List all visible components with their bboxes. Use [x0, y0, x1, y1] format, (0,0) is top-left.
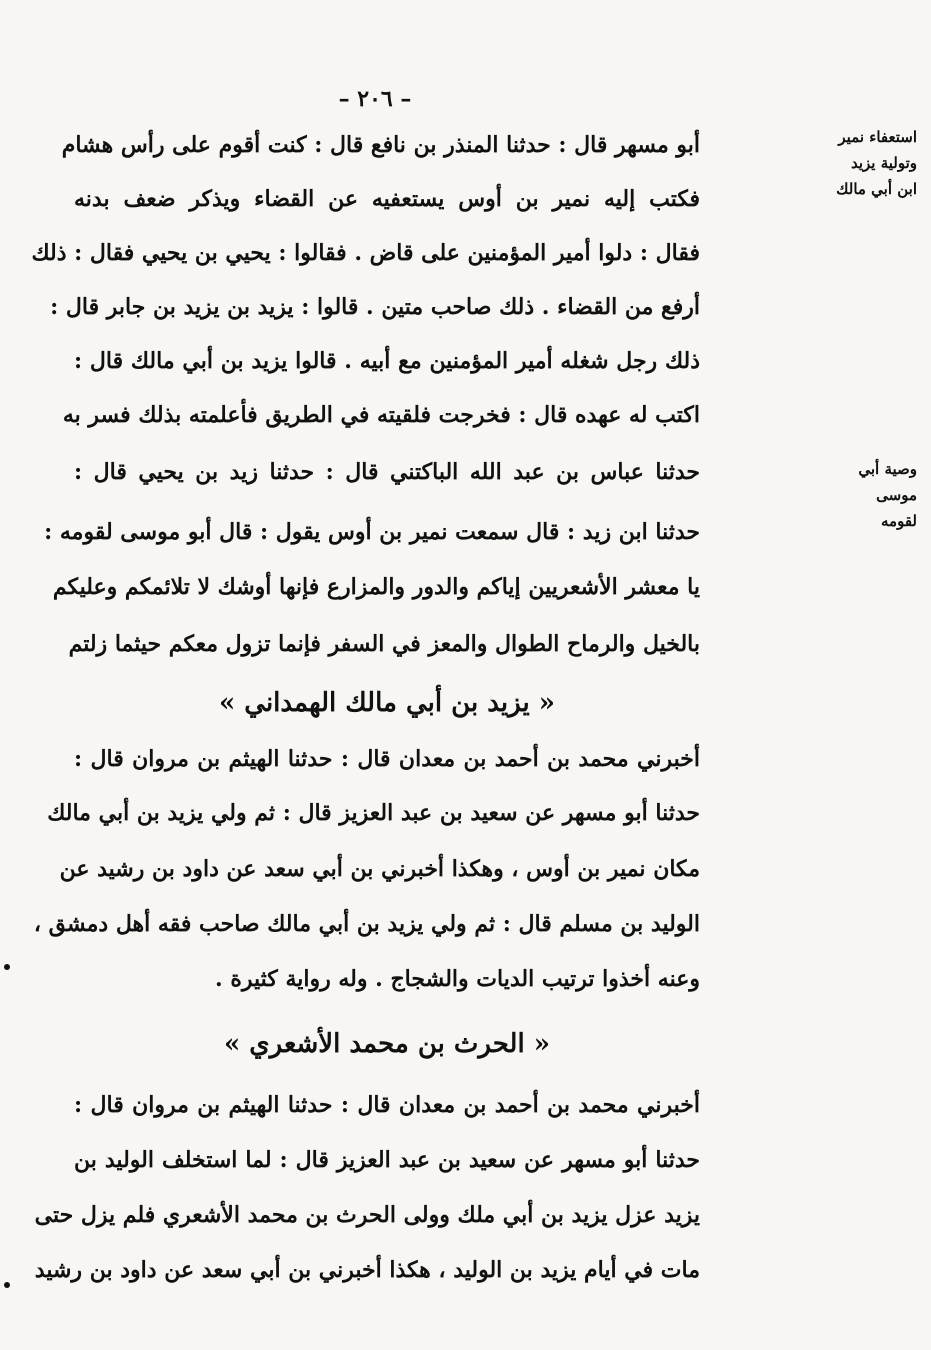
- margin-note-resignation: [817, 124, 917, 202]
- text-line: يزيد عزل يزيد بن أبي ملك وولى الحرث بن محمد الأشعري فلم يزل حتى: [34, 1202, 700, 1228]
- margin-note-line: ابن أبي مالك: [836, 180, 917, 198]
- margin-note-line: وصية أبي موسى: [858, 460, 917, 504]
- text-line: مكان نمير بن أوس ، وهكذا أخبرني بن أبي سعد عن داود بن رشيد عن: [59, 856, 700, 882]
- text-line: أخبرني محمد بن أحمد بن معدان قال : حدثنا الهيثم بن مروان قال :: [74, 1092, 700, 1118]
- text-line: حدثنا أبو مسهر عن سعيد بن عبد العزيز قال : ثم ولي يزيد بن أبي مالك: [47, 800, 700, 826]
- text-line: فكتب إليه نمير بن أوس يستعفيه عن القضاء ويذكر ضعف بدنه: [74, 186, 700, 212]
- section-heading: « الحرث بن محمد الأشعري »: [223, 1029, 550, 1059]
- text-line: اكتب له عهده قال : فخرجت فلقيته في الطريق فأعلمته بذلك فسر به: [62, 402, 700, 428]
- margin-note-line: وتولية يزيد: [850, 154, 917, 172]
- scan-speck: [4, 1282, 10, 1288]
- margin-note-abu-musa: [817, 456, 917, 534]
- margin-note-line: لقومه: [881, 512, 917, 530]
- page-number: – ٢٠٦ –: [338, 86, 412, 112]
- text-line: ذلك رجل شغله أمير المؤمنين مع أبيه . قالوا يزيد بن أبي مالك قال :: [74, 348, 700, 374]
- text-line: يا معشر الأشعريين إياكم والدور والمزارع فإنها أوشك لا تلائمكم وعليكم: [52, 574, 700, 600]
- text-line: فقال : دلوا أمير المؤمنين على قاض . فقالوا : يحيي بن يحيي فقال : ذلك: [31, 240, 700, 266]
- text-line: أخبرني محمد بن أحمد بن معدان قال : حدثنا الهيثم بن مروان قال :: [74, 746, 700, 772]
- section-heading: « يزيد بن أبي مالك الهمداني »: [218, 688, 556, 718]
- text-line: حدثنا ابن زيد : قال سمعت نمير بن أوس يقول : قال أبو موسى لقومه :: [44, 519, 700, 545]
- margin-note-line: استعفاء نمير: [838, 128, 917, 146]
- text-line: أبو مسهر قال : حدثنا المنذر بن نافع قال : كنت أقوم على رأس هشام: [61, 132, 700, 158]
- text-line: وعنه أخذوا ترتيب الديات والشجاج . وله رواية كثيرة .: [215, 966, 700, 992]
- text-line: أرفع من القضاء . ذلك صاحب متين . قالوا : يزيد بن يزيد بن جابر قال :: [50, 294, 700, 320]
- scan-speck: [4, 964, 10, 970]
- text-line: الوليد بن مسلم قال : ثم ولي يزيد بن أبي مالك صاحب فقه أهل دمشق ،: [33, 911, 700, 937]
- text-line: مات في أيام يزيد بن الوليد ، هكذا أخبرني بن أبي سعد عن داود بن رشيد: [34, 1257, 700, 1283]
- text-line: حدثنا أبو مسهر عن سعيد بن عبد العزيز قال : لما استخلف الوليد بن: [74, 1147, 700, 1173]
- text-line: حدثنا عباس بن عبد الله الباكتني قال : حدثنا زيد بن يحيي قال :: [74, 459, 700, 485]
- text-line: بالخيل والرماح الطوال والمعز في السفر فإنما تزول معكم حيثما زلتم: [68, 631, 700, 657]
